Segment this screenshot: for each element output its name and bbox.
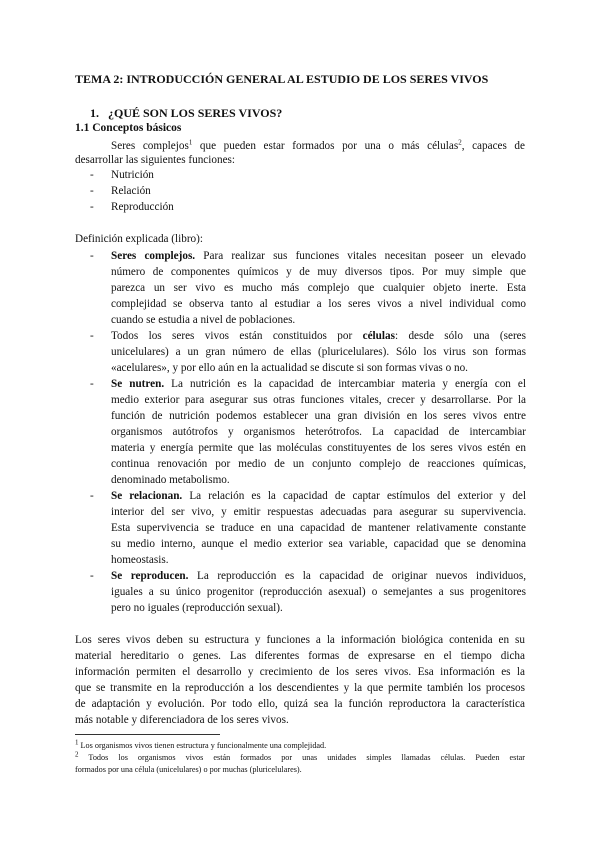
closing-line: información permiten el desarrollo y crecimiento de los seres vivos. Esa información es la xyxy=(75,666,525,678)
function-item: Reproducción xyxy=(111,201,174,213)
bullet-line: unicelulares) a un gran número de ellas (pluricelulares). Sólo los virus son formas xyxy=(111,346,526,358)
bullet-line: homeostasis. xyxy=(111,554,169,566)
bullet-line: materia y energía permite que las moléculas constituyentes de los seres vivos estén en xyxy=(111,442,526,454)
footnote-separator xyxy=(75,734,220,735)
bullet-line: Seres complejos. Para realizar sus funciones vitales necesitan poseer un elevado xyxy=(111,250,526,262)
bullet-line: pero no iguales (reproducción sexual). xyxy=(111,602,283,614)
document-title: TEMA 2: INTRODUCCIÓN GENERAL AL ESTUDIO DE LOS SERES VIVOS xyxy=(75,72,489,86)
definition-label: Definición explicada (libro): xyxy=(75,233,203,245)
bullet-line: Se nutren. La nutrición es la capacidad de intercambiar materia y energía con el xyxy=(111,378,526,390)
list-dash: - xyxy=(90,490,94,502)
closing-line: más notable y diferenciadora de los seres vivos. xyxy=(75,714,289,726)
list-dash: - xyxy=(90,250,94,262)
footnote-ref-2[interactable]: 2 xyxy=(458,138,462,147)
bullet-line: Se relacionan. La relación es la capacidad de captar estímulos del exterior y del xyxy=(111,490,526,502)
closing-line: Los seres vivos deben su estructura y funciones a la información biológica contenida en su xyxy=(75,634,525,646)
footnote-2: $^2$ Todos los organismos vivos están formados por unas unidades simples llamadas células. Pueden estar xyxy=(75,750,525,762)
bullet-line: cuando se estudia a nivel de poblaciones. xyxy=(111,314,296,326)
bullet-line: interior del ser vivo, y emitir respuestas adecuadas para asegurar su supervivencia. xyxy=(111,506,526,518)
list-dash: - xyxy=(90,330,94,342)
bullet-line: iguales a su único progenitor (reproducción asexual) o semejantes a sus progenitores xyxy=(111,586,526,598)
bullet-line: función de nutrición podemos establecer una gran división en los seres vivos entre xyxy=(111,410,526,422)
list-dash: - xyxy=(90,378,94,390)
bullet-line: Esta supervivencia se traduce en una capacidad de mantener relativamente constante xyxy=(111,522,526,534)
bullet-line: Todos los seres vivos están constituidos por células: desde sólo una (seres xyxy=(111,330,526,342)
list-dash: - xyxy=(90,201,94,213)
intro-line-2: desarrollar las siguientes funciones: xyxy=(75,154,235,166)
bullet-line: complejidad se observa tanto al estudiar a los seres vivos a nivel individual como xyxy=(111,298,526,310)
closing-line: de adaptación y evolución. Por todo ello, quizá sea la función reproductora la característica xyxy=(75,698,525,710)
bullet-line: Se reproducen. La reproducción es la capacidad de originar nuevos individuos, xyxy=(111,570,526,582)
bullet-line: continua renovación por medio de un conjunto complejo de reacciones químicas, xyxy=(111,458,526,470)
bullet-line: «acelulares», y por ello aún en la actualidad se discute si son formas vivas o no. xyxy=(111,362,468,374)
bullet-line: parezca un ser vivo es mucho más complejo que cualquier objeto inerte. Esta xyxy=(111,282,526,294)
bullet-line: número de componentes químicos y de muy diversos tipos. Por muy simple que xyxy=(111,266,526,278)
function-item: Relación xyxy=(111,185,151,197)
bullet-line: su medio interno, aunque el medio exterior sea variable, capacidad que se denomina xyxy=(111,538,526,550)
list-dash: - xyxy=(90,185,94,197)
function-item: Nutrición xyxy=(111,169,154,181)
footnote-2-cont: formados por una célula (unicelulares) o por muchas (pluricelulares). xyxy=(75,765,302,774)
bullet-line: organismos autótrofos y organismos heterótrofos. La capacidad de intercambiar xyxy=(111,426,526,438)
bullet-line: denominado metabolismo. xyxy=(111,474,230,486)
footnote-1: $^1$ Los organismos vivos tienen estructura y funcionalmente una complejidad. xyxy=(75,738,327,750)
list-dash: - xyxy=(90,169,94,181)
intro-line-1: Seres complejos$^1$ que pueden estar formados por una o más células$^2$, capaces de xyxy=(111,138,525,152)
footnote-ref-1[interactable]: 1 xyxy=(188,138,193,147)
subsection-heading: 1.1 Conceptos básicos xyxy=(75,122,182,134)
closing-line: que se transmite en la reproducción a los descendientes y la que permite también los procesos xyxy=(75,682,525,694)
bullet-line: medio exterior para asegurar sus otras funciones vitales, crecer y desarrollarse. Por la xyxy=(111,394,526,406)
section-heading: 1. ¿QUÉ SON LOS SERES VIVOS? xyxy=(90,106,283,120)
closing-line: material hereditario o genes. Las diferentes formas de expresarse en el tiempo dicha xyxy=(75,650,525,662)
list-dash: - xyxy=(90,570,94,582)
